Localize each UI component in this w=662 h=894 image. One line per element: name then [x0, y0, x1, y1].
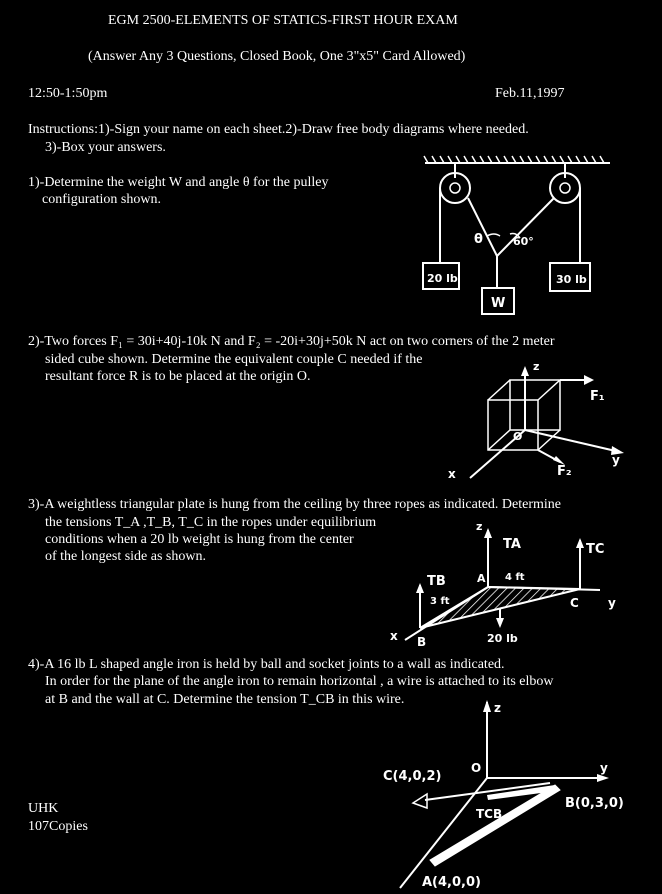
q3-y-label: y	[608, 596, 616, 610]
instructions-line-2: 3)-Box your answers.	[45, 140, 166, 155]
q3-a-label: A	[477, 572, 486, 585]
q1-right-weight: 30 lb	[556, 273, 587, 286]
q2-f2-label: F₂	[557, 464, 572, 479]
footer-copies: 107Copies	[28, 819, 88, 834]
q2-z-label: z	[533, 360, 540, 373]
instructions-line-1: Instructions:1)-Sign your name on each sheet.2)-Draw free body diagrams where needed.	[28, 122, 529, 137]
q2-line-3: resultant force R is to be placed at the origin O.	[45, 369, 311, 384]
q3-dim2-label: 4 ft	[505, 572, 525, 583]
footer-initials: UHK	[28, 801, 59, 816]
q4-c-label: C(4,0,2)	[383, 769, 442, 784]
q3-x-label: x	[390, 629, 398, 643]
exam-subtitle: (Answer Any 3 Questions, Closed Book, One 3"x5" Card Allowed)	[88, 49, 466, 64]
q4-origin-label: O	[471, 761, 482, 775]
q1-line-1: 1)-Determine the weight W and angle θ for the pulley	[28, 175, 329, 190]
exam-title: EGM 2500-ELEMENTS OF STATICS-FIRST HOUR EXAM	[108, 13, 458, 28]
q3-tc-label: TC	[586, 542, 605, 557]
q3-line-3: conditions when a 20 lb weight is hung from the center	[45, 532, 354, 547]
q2-f1-label: F₁	[590, 389, 605, 404]
q3-z-label: z	[476, 520, 483, 533]
q3-b-label: B	[417, 635, 427, 649]
q4-z-label: z	[494, 701, 501, 715]
q1-angle-label: 60°	[513, 235, 534, 248]
q3-c-label: C	[570, 596, 579, 610]
q2-x-label: x	[448, 467, 456, 481]
q1-line-2: configuration shown.	[42, 192, 161, 207]
q4-b-label: B(0,3,0)	[565, 796, 624, 811]
exam-time: 12:50-1:50pm	[28, 86, 108, 101]
q4-line-2: In order for the plane of the angle iron to remain horizontal , a wire is attached to its elbow	[45, 674, 554, 689]
q2-origin-label: O	[513, 430, 523, 443]
q3-line-1: 3)-A weightless triangular plate is hung from the ceiling by three ropes as indicated. Determine	[28, 497, 562, 512]
q1-center-weight: W	[491, 296, 506, 311]
q4-line-3: at B and the wall at C. Determine the tension T_CB in this wire.	[45, 692, 405, 707]
q1-left-weight: 20 lb	[427, 272, 458, 285]
q4-line-1: 4)-A 16 lb L shaped angle iron is held by ball and socket joints to a wall as indicated.	[28, 657, 505, 672]
q4-tcb-label: TCB	[476, 807, 503, 821]
q2-line-1: 2)-Two forces F₁ = 30i+40j-10k N and F₂ = -20i+30j+50k N act on two corners of the 2 meter	[28, 334, 555, 349]
q4-a-label: A(4,0,0)	[422, 875, 481, 890]
q4-y-label: y	[600, 761, 608, 775]
q3-tb-label: TB	[427, 574, 446, 589]
q3-line-2: the tensions T_A ,T_B, T_C in the ropes under equilibrium	[45, 515, 377, 530]
q2-line-2: sided cube shown. Determine the equivalent couple C needed if the	[45, 352, 423, 367]
q3-ta-label: TA	[503, 537, 521, 552]
q3-dim1-label: 3 ft	[430, 596, 450, 607]
exam-date: Feb.11,1997	[495, 86, 565, 101]
q3-load-label: 20 lb	[487, 632, 518, 645]
q2-y-label: y	[612, 453, 620, 467]
q1-theta-label: θ	[474, 232, 483, 247]
q3-line-4: of the longest side as shown.	[45, 549, 206, 564]
